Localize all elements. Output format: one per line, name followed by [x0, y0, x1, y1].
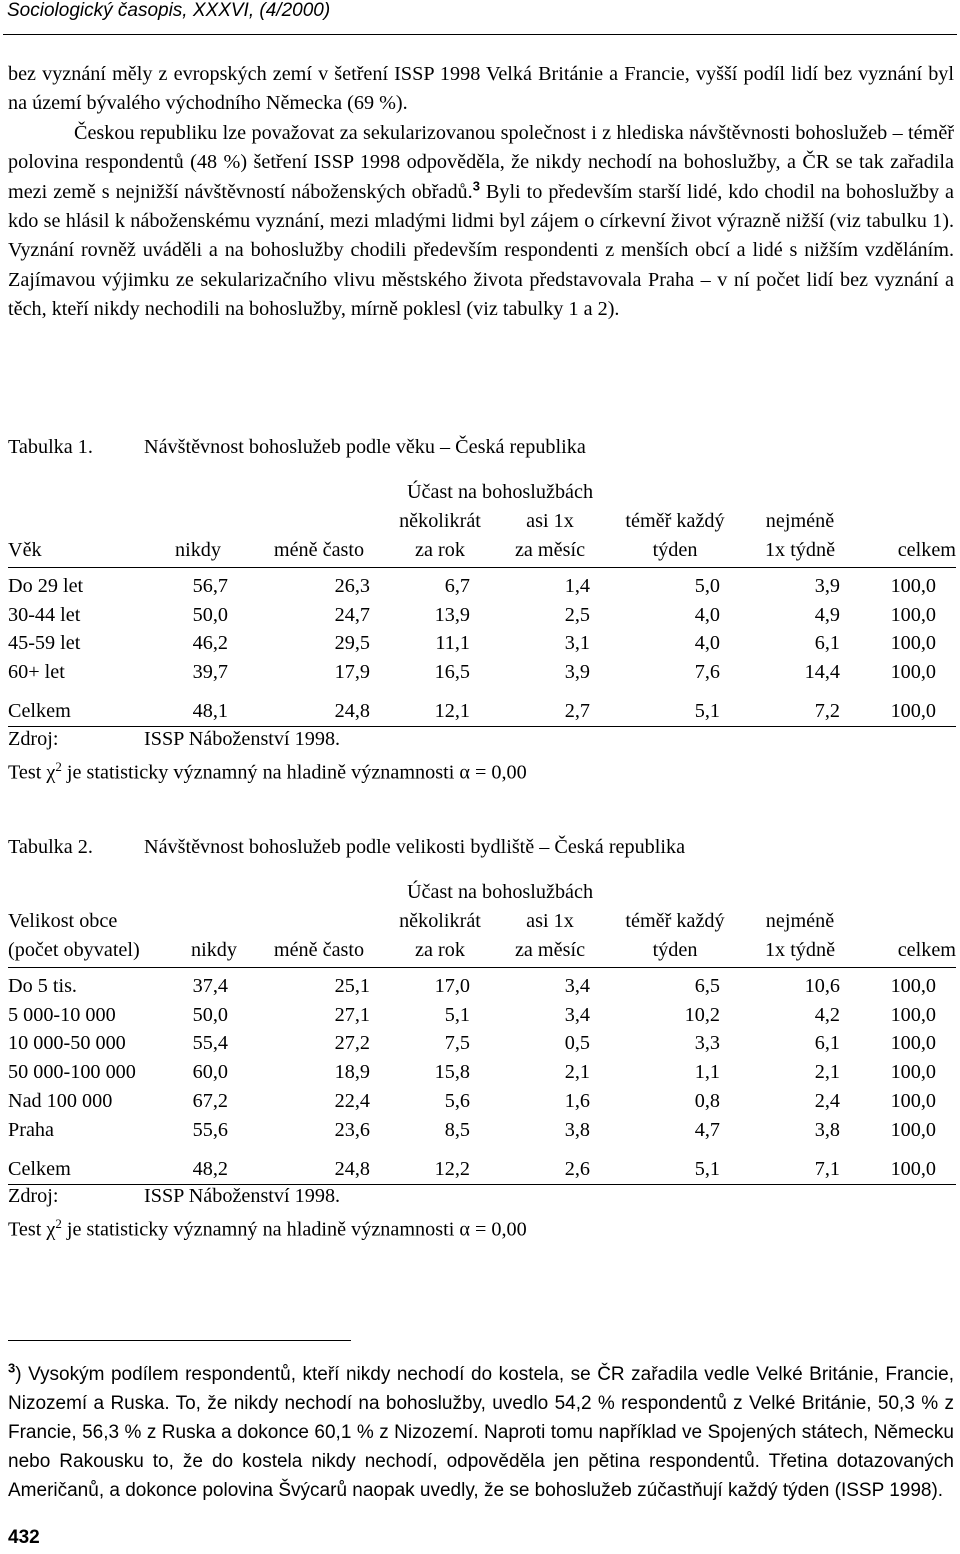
table2-test-text-a: Test χ	[8, 1218, 56, 1241]
footnote-rule	[8, 1340, 351, 1341]
table2	[8, 878, 956, 1185]
table1-col-header-top	[860, 507, 956, 536]
table-cell: 24,8	[248, 1145, 390, 1185]
table1-group-header: Účast na bohoslužbách	[406, 481, 594, 503]
table-row	[8, 968, 956, 1001]
table1-header-row-bottom	[8, 536, 956, 568]
table-row	[8, 1058, 956, 1087]
table-cell: 7,2	[740, 687, 860, 727]
footnote-ref[interactable]: 3	[472, 177, 480, 193]
table-cell: 18,9	[334, 1061, 370, 1084]
paragraph-2	[8, 119, 954, 325]
table-cell: 6,1	[814, 1032, 840, 1055]
table1-source-text: ISSP Náboženství 1998.	[144, 728, 341, 750]
table2-col-header: 1x týdně	[740, 936, 860, 968]
table2-col-header-top: téměř každý	[625, 910, 725, 932]
table-cell: 48,1	[148, 687, 248, 727]
table2-test-sup: 2	[55, 1216, 62, 1231]
table-cell: 100,0	[890, 574, 936, 597]
table-row	[8, 1116, 956, 1145]
row-label: 30-44 let	[8, 603, 81, 626]
row-label: 10 000-50 000	[8, 1032, 126, 1055]
table-cell: 100,0	[890, 974, 936, 997]
row-label: 50 000-100 000	[8, 1061, 136, 1084]
table-cell: 39,7	[192, 661, 228, 684]
row-label: Celkem	[8, 687, 148, 727]
table-cell: 12,2	[390, 1145, 490, 1185]
table-cell: 5,1	[444, 1003, 470, 1026]
table-cell: 100,0	[890, 1003, 936, 1026]
table1-notes	[8, 725, 527, 787]
table2-source-label: Zdroj:	[8, 1185, 59, 1207]
table-cell: 10,6	[804, 974, 840, 997]
table1-col-header: celkem	[860, 536, 956, 568]
table2-col-header: za rok	[390, 936, 490, 968]
table2-col-header-top: asi 1x	[526, 910, 574, 932]
table-cell: 46,2	[192, 632, 228, 655]
table-cell: 29,5	[334, 632, 370, 655]
table-cell: 2,5	[564, 603, 590, 626]
table-cell: 3,9	[814, 574, 840, 597]
table-cell: 5,0	[694, 574, 720, 597]
footnote-number: 3	[8, 1360, 16, 1376]
table2-row-header: (počet obyvatel)	[8, 936, 180, 968]
table1-test-text-a: Test χ	[8, 761, 56, 784]
table-row	[8, 601, 956, 630]
table-cell: 5,6	[444, 1090, 470, 1113]
table-cell: 24,8	[248, 687, 390, 727]
table2-source-text: ISSP Náboženství 1998.	[144, 1185, 341, 1207]
body-text	[8, 60, 954, 325]
table-cell: 100,0	[890, 632, 936, 655]
table1-test-sup: 2	[55, 759, 62, 774]
table-row	[8, 568, 956, 601]
table-cell: 100,0	[890, 1032, 936, 1055]
table-row	[8, 658, 956, 687]
table2-test-text-b: je statisticky významný na hladině významnosti α = 0,00	[61, 1218, 527, 1241]
table-cell: 1,1	[694, 1061, 720, 1084]
table-cell: 10,2	[684, 1003, 720, 1026]
table1-col-header: nikdy	[148, 536, 248, 568]
table-row	[8, 1087, 956, 1116]
table-cell: 14,4	[804, 661, 840, 684]
table1	[8, 478, 956, 727]
table-cell: 2,4	[814, 1090, 840, 1113]
table-cell: 7,1	[740, 1145, 860, 1185]
table-cell: 100,0	[890, 1061, 936, 1084]
table2-label: Tabulka 2.	[8, 836, 93, 858]
table2-total-row	[8, 1145, 956, 1185]
table1-title: Návštěvnost bohoslužeb podle věku – Česká republika	[144, 436, 586, 458]
table1-source-label: Zdroj:	[8, 728, 59, 750]
table2-col-header-top	[860, 907, 956, 936]
table-cell: 11,1	[435, 632, 470, 655]
table-cell: 37,4	[192, 974, 228, 997]
table1-label: Tabulka 1.	[8, 436, 93, 458]
table2-group-header-row	[8, 878, 956, 907]
header-rule	[3, 34, 957, 35]
table-cell: 25,1	[334, 974, 370, 997]
table-cell: 6,5	[694, 974, 720, 997]
table1-col-header: méně často	[248, 536, 390, 568]
table2-body	[8, 968, 956, 1185]
table-cell: 100,0	[890, 1118, 936, 1141]
table-cell: 0,5	[564, 1032, 590, 1055]
running-header: Sociologický časopis, XXXVI, (4/2000)	[7, 0, 331, 21]
table-cell: 100,0	[860, 687, 956, 727]
page-number: 432	[8, 1527, 40, 1548]
table2-test	[8, 1210, 527, 1244]
table-cell: 3,8	[814, 1118, 840, 1141]
table-cell: 100,0	[860, 1145, 956, 1185]
table-cell: 12,1	[390, 687, 490, 727]
table1-col-header-top	[248, 507, 390, 536]
table1-source	[8, 725, 527, 753]
row-label: Nad 100 000	[8, 1090, 113, 1113]
table2-col-header: celkem	[860, 936, 956, 968]
table-cell: 100,0	[890, 1090, 936, 1113]
table1-col-header-top: nejméně	[765, 510, 835, 532]
table-cell: 4,0	[694, 632, 720, 655]
table1-col-header-top	[148, 507, 248, 536]
table-cell: 50,0	[192, 1003, 228, 1026]
table2-col-header-top	[180, 907, 248, 936]
table-cell: 0,8	[694, 1090, 720, 1113]
row-label: 60+ let	[8, 661, 65, 684]
table1-body	[8, 568, 956, 727]
table2-col-header: týden	[610, 936, 740, 968]
row-label: Do 5 tis.	[8, 974, 77, 997]
table1-col-header-top: asi 1x	[526, 510, 574, 532]
table2-col-header-top	[248, 907, 390, 936]
row-label: Praha	[8, 1118, 54, 1141]
table-cell: 48,2	[180, 1145, 248, 1185]
table-cell: 50,0	[192, 603, 228, 626]
row-label: Do 29 let	[8, 574, 84, 597]
table-cell: 3,4	[564, 1003, 590, 1026]
table-cell: 5,1	[610, 687, 740, 727]
table-cell: 5,1	[610, 1145, 740, 1185]
table2-row-header-top: Velikost obce	[8, 910, 118, 932]
table2-header-row-bottom	[8, 936, 956, 968]
table-cell: 4,0	[694, 603, 720, 626]
table1-row-header: Věk	[8, 536, 148, 568]
table-row	[8, 630, 956, 659]
table-row	[8, 1001, 956, 1030]
table-cell: 4,2	[814, 1003, 840, 1026]
table2-title: Návštěvnost bohoslužeb podle velikosti bydliště – Česká republika	[144, 836, 686, 858]
table-cell: 16,5	[434, 661, 470, 684]
table2-col-header: méně často	[248, 936, 390, 968]
paragraph-2-text-b: Byli to především starší lidé, kdo chodil na bohoslužby a kdo se hlásil k náboženskému vyznání, mezi mladými lidmi byl zájem o církevní život výrazně nižší (viz tabulku 1). Vyznání rovněž uváděli a na bohoslužby chodili především respondenti z menších obcí a lidé s nižším vzděláním. Zajímavou výjimku ze sekularizačního vlivu městského života představovala Praha – v ní počet lidí bez vyznání a těch, kteří nikdy nechodili na bohoslužby, mírně poklesl (viz tabulky 1 a 2).	[8, 180, 954, 321]
table2-col-header: za měsíc	[490, 936, 610, 968]
table-cell: 17,0	[434, 974, 470, 997]
table1-total-row	[8, 687, 956, 727]
table-cell: 60,0	[192, 1061, 228, 1084]
table-cell: 56,7	[192, 574, 228, 597]
table-cell: 3,8	[564, 1118, 590, 1141]
table-cell: 27,2	[334, 1032, 370, 1055]
table-cell: 27,1	[334, 1003, 370, 1026]
row-label: Celkem	[8, 1145, 180, 1185]
table1-header-row-top	[8, 507, 956, 536]
table2-header-row-top	[8, 907, 956, 936]
table-cell: 4,9	[814, 603, 840, 626]
table-cell: 55,4	[192, 1032, 228, 1055]
table1-col-header: za měsíc	[490, 536, 610, 568]
table-cell: 2,1	[814, 1061, 840, 1084]
table-cell: 7,5	[444, 1032, 470, 1055]
table-cell: 100,0	[890, 603, 936, 626]
table-row	[8, 1030, 956, 1059]
table-cell: 22,4	[334, 1090, 370, 1113]
table1-test	[8, 753, 527, 787]
table1-col-header: 1x týdně	[740, 536, 860, 568]
table-cell: 17,9	[334, 661, 370, 684]
table1-caption	[8, 436, 586, 459]
table1-col-header-top: téměř každý	[625, 510, 725, 532]
table2-group-header: Účast na bohoslužbách	[406, 881, 594, 903]
table-cell: 1,4	[564, 574, 590, 597]
table-cell: 3,4	[564, 974, 590, 997]
table-cell: 24,7	[334, 603, 370, 626]
table-cell: 67,2	[192, 1090, 228, 1113]
table1-group-header-row	[8, 478, 956, 507]
table-cell: 6,7	[444, 574, 470, 597]
table-cell: 15,8	[434, 1061, 470, 1084]
table-cell: 3,9	[564, 661, 590, 684]
table1-col-header-top: několikrát	[399, 510, 481, 532]
table2-source	[8, 1182, 527, 1210]
table-cell: 6,1	[814, 632, 840, 655]
table2-col-header-top: několikrát	[399, 910, 481, 932]
table2-col-header: nikdy	[180, 936, 248, 968]
table1-col-header: za rok	[390, 536, 490, 568]
table-cell: 13,9	[434, 603, 470, 626]
table-cell: 2,6	[490, 1145, 610, 1185]
paragraph-1: bez vyznání měly z evropských zemí v šetření ISSP 1998 Velká Británie a Francie, vyšší podíl lidí bez vyznání byl na území bývalého východního Německa (69 %).	[8, 63, 954, 115]
row-label: 5 000-10 000	[8, 1003, 116, 1026]
table-cell: 100,0	[890, 661, 936, 684]
table-cell: 2,1	[564, 1061, 590, 1084]
table-cell: 55,6	[192, 1118, 228, 1141]
table-cell: 1,6	[564, 1090, 590, 1113]
footnote-text: ) Vysokým podílem respondentů, kteří nikdy nechodí do kostela, se ČR zařadila vedle Velké Británie, Francie, Nizozemí a Ruska. To, že nikdy nechodí na bohoslužby, uvedlo 54,2 % respondentů z Velké Británie, 50,3 % z Francie, 56,3 % z Ruska a dokonce 60,1 % z Nizozemí. Naproti tomu například ve Spojených státech, Německu nebo Rakousku to, že do kostela nikdy nechodí, odpověděla jen pětina respondentů. Třetina dotazovaných Američanů, a dokonce polovina Švýcarů naopak uvedly, že se bohoslužeb zúčastňují každý týden (ISSP 1998).	[8, 1364, 954, 1501]
table-cell: 3,1	[564, 632, 590, 655]
table2-col-header-top: nejméně	[765, 910, 835, 932]
row-label: 45-59 let	[8, 632, 81, 655]
table-cell: 4,7	[694, 1118, 720, 1141]
table-cell: 3,3	[694, 1032, 720, 1055]
table-cell: 8,5	[444, 1118, 470, 1141]
table1-test-text-b: je statisticky významný na hladině významnosti α = 0,00	[61, 761, 527, 784]
table-cell: 2,7	[490, 687, 610, 727]
table-cell: 23,6	[334, 1118, 370, 1141]
table2-notes	[8, 1182, 527, 1244]
footnote	[8, 1360, 954, 1505]
table1-col-header: týden	[610, 536, 740, 568]
paragraph-2-text-a: Českou republiku lze považovat za sekularizovanou společnost i z hlediska návštěvnosti bohoslužeb – téměř polovina respondentů (48 %) šetření ISSP 1998 odpověděla, že nikdy nechodí na bohoslužby, a ČR se tak zařadila mezi země s nejnižší návštěvností náboženských obřadů.	[8, 121, 954, 203]
table2-caption	[8, 836, 685, 859]
table-cell: 26,3	[334, 574, 370, 597]
table-cell: 7,6	[694, 661, 720, 684]
